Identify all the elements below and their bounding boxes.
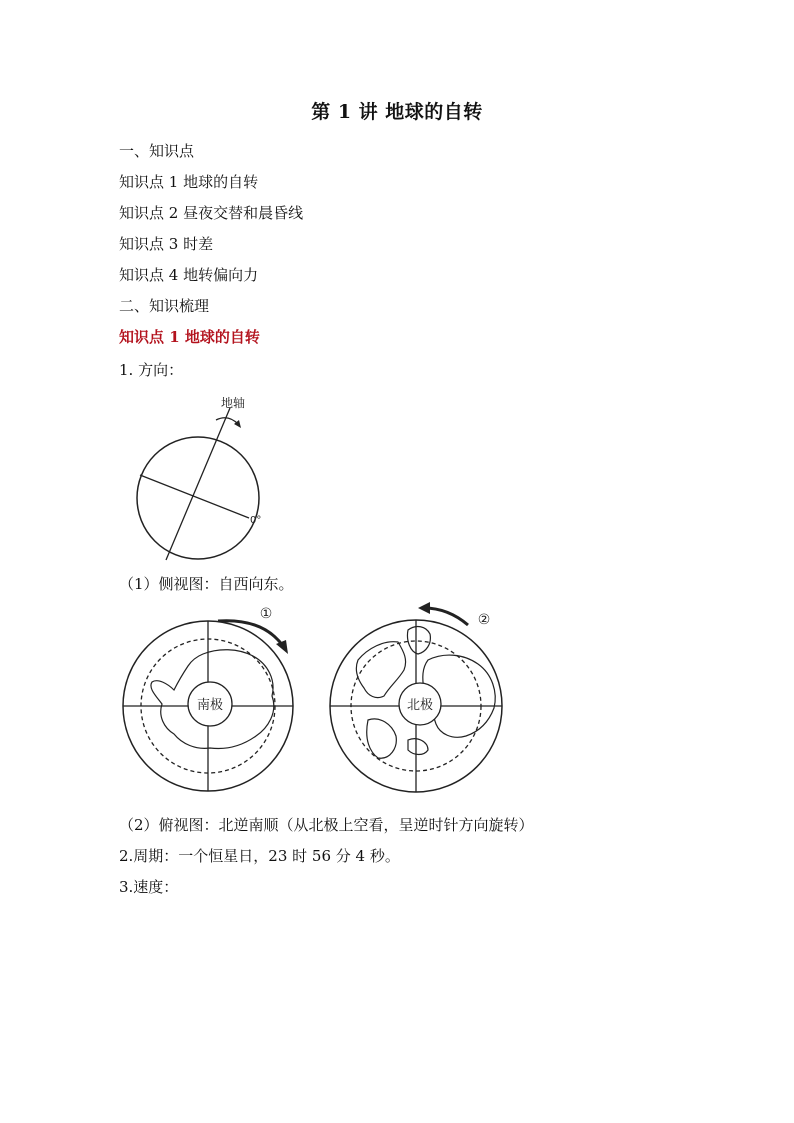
equator-label: 0° bbox=[250, 515, 262, 526]
list-item: 知识点 3 时差 bbox=[119, 235, 214, 253]
page-title: 第 1 讲 地球的自转 bbox=[311, 101, 483, 123]
rotation-arrow-icon bbox=[216, 418, 238, 424]
list-item: 知识点 2 昼夜交替和晨昏线 bbox=[119, 204, 304, 222]
item-speed: 3.速度： bbox=[119, 878, 179, 896]
list-item: 知识点 4 地转偏向力 bbox=[119, 266, 259, 284]
caption-side-view: （1）侧视图：自西向东。 bbox=[119, 575, 294, 593]
section-heading-knowledge-points: 一、知识点 bbox=[119, 142, 195, 160]
list-item: 知识点 1 地球的自转 bbox=[119, 173, 259, 191]
axis-label: 地轴 bbox=[221, 396, 246, 410]
knowledge-point-1-heading: 知识点 1 地球的自转 bbox=[119, 328, 260, 346]
caption-top-view: （2）俯视图：北逆南顺（从北极上空看，呈逆时针方向旋转） bbox=[119, 816, 534, 834]
section-heading-knowledge-review: 二、知识梳理 bbox=[119, 297, 210, 315]
north-pole-label: 北极 bbox=[406, 698, 434, 713]
earth-side-view-diagram bbox=[120, 388, 280, 568]
africa-europe-outline bbox=[367, 719, 397, 758]
south-pole-label: 南极 bbox=[196, 698, 224, 713]
item-period: 2.周期：一个恒星日，23 时 56 分 4 秒。 bbox=[119, 847, 400, 865]
clockwise-arrow-icon bbox=[218, 621, 283, 646]
north-america-outline bbox=[356, 642, 405, 698]
counterclockwise-arrow-icon bbox=[424, 608, 468, 625]
earth-axis-line bbox=[166, 408, 230, 560]
marker-1: ① bbox=[259, 606, 273, 622]
item-direction: 1. 方向： bbox=[119, 361, 184, 379]
equator-line bbox=[140, 475, 249, 518]
south-pole-view-diagram bbox=[118, 604, 303, 804]
marker-2: ② bbox=[477, 612, 491, 628]
north-pole-view-diagram bbox=[328, 600, 513, 805]
greenland-outline bbox=[407, 627, 430, 654]
